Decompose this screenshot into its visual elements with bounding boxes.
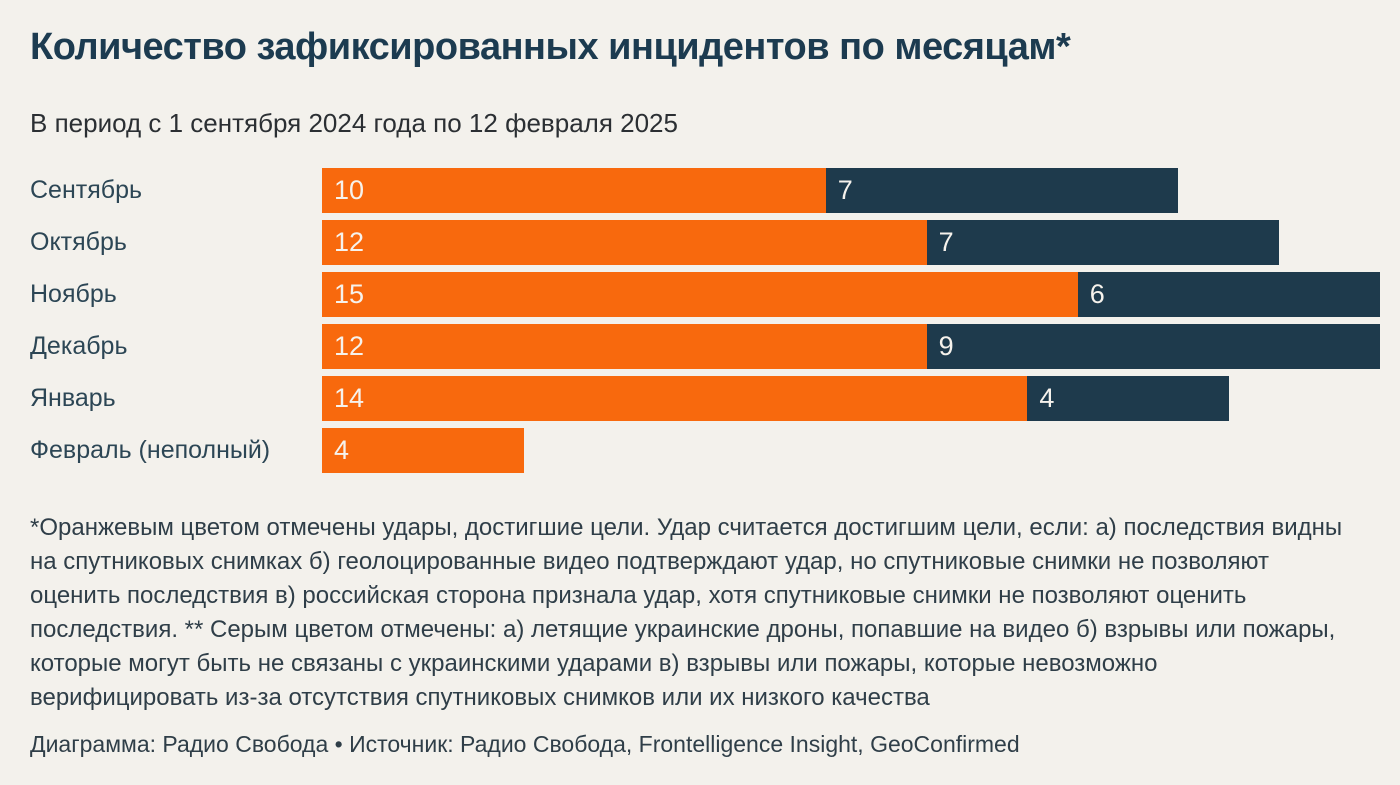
bar-segment-dark [1027, 376, 1229, 421]
footnote-text: *Оранжевым цветом отмечены удары, достигшие цели. Удар считается достигшим цели, если: а) последствия видны на спутниковых снимках б) геолоцированные видео подтверждают удар, но спутниковые снимки не позволяют оценить последствия в) российская сторона признала удар, хотя спутниковые снимки не позволяют оценить последствия. ** Серым цветом отмечены: а) летящие украинские дроны, попавшие на видео б) взрывы или пожары, которые могут быть не связаны с украинскими ударами в) взрывы или пожары, которые невозможно верифицировать из-за отсутствия спутниковых снимков или их низкого качества [30, 514, 1343, 711]
bar-value-label: 9 [938, 331, 954, 361]
bar-value-label: 6 [1089, 279, 1105, 309]
bar-value-label: 4 [334, 435, 350, 465]
chart-row [30, 220, 1370, 265]
chart-row [30, 272, 1370, 317]
category-label: Сентябрь [30, 176, 142, 204]
bar-segment-orange [322, 168, 826, 213]
bar-track [322, 220, 1380, 265]
bar-track [322, 168, 1380, 213]
bar-segment-dark [927, 220, 1280, 265]
bar-segment-orange [322, 376, 1027, 421]
bar-value-label: 7 [938, 227, 954, 257]
bar-segment-orange [322, 428, 524, 473]
bar-segment-dark [1078, 272, 1380, 317]
bar-track [322, 428, 1380, 473]
category-label: Ноябрь [30, 280, 117, 308]
chart-row [30, 324, 1370, 369]
bar-segment-dark [927, 324, 1380, 369]
category-label: Декабрь [30, 332, 128, 360]
chart-row [30, 376, 1370, 421]
chart-title: Количество зафиксированных инцидентов по месяцам* [30, 26, 1071, 68]
bar-value-label: 15 [334, 279, 365, 309]
category-label: Январь [30, 384, 116, 412]
category-label: Февраль (неполный) [30, 436, 271, 464]
bar-track [322, 376, 1380, 421]
stacked-bar-chart [30, 168, 1370, 473]
bar-segment-orange [322, 220, 927, 265]
bar-value-label: 4 [1039, 383, 1055, 413]
bar-value-label: 12 [334, 227, 365, 257]
bar-track [322, 324, 1380, 369]
bar-segment-orange [322, 272, 1078, 317]
bar-value-label: 7 [837, 175, 853, 205]
bar-value-label: 14 [334, 383, 365, 413]
bar-track [322, 272, 1380, 317]
bar-value-label: 12 [334, 331, 365, 361]
bar-value-label: 10 [334, 175, 365, 205]
bar-segment-dark [826, 168, 1179, 213]
chart-row [30, 168, 1370, 213]
category-label: Октябрь [30, 228, 127, 256]
attribution-text: Диаграмма: Радио Свобода • Источник: Радио Свобода, Frontelligence Insight, GeoConfirmed [30, 731, 1020, 757]
chart-subtitle: В период с 1 сентября 2024 года по 12 февраля 2025 [30, 108, 678, 138]
bar-segment-orange [322, 324, 927, 369]
chart-row [30, 428, 1370, 473]
